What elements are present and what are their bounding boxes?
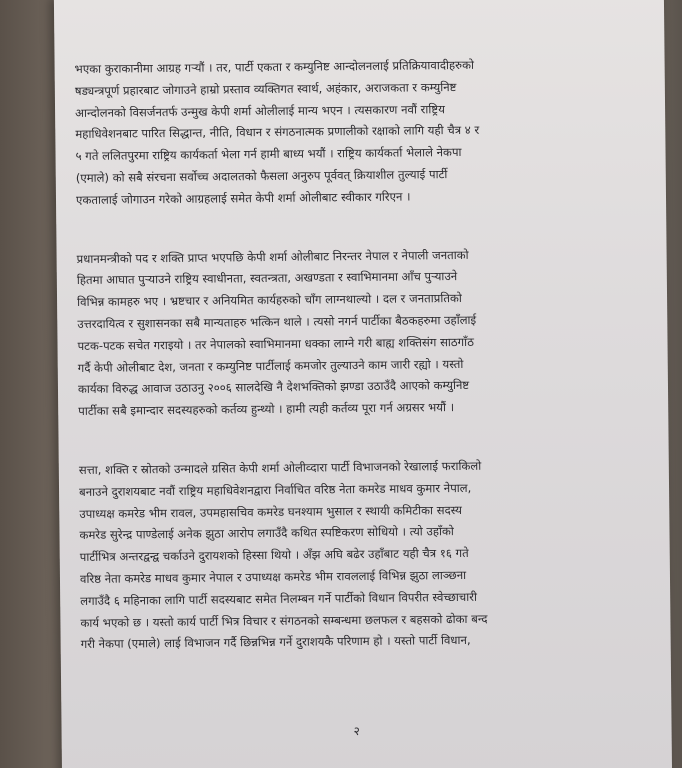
text-line: वरिष्ठ नेता कमरेड माधव कुमार नेपाल र उपाध्यक्ष कमरेड भीम रावललाई विभिन्न झुठा लाञ्छना (79, 567, 467, 586)
text-line: लगाउँदै ६ महिनाका लागि पार्टी सदस्यबाट समेत निलम्बन गर्ने पार्टीको विधान विपरीत स्वेच्छाचारी (80, 589, 478, 608)
paragraph-2 (77, 243, 639, 423)
text-line: ५ गते ललितपुरमा राष्ट्रिय कार्यकर्ता भेला गर्न हामी बाध्य भयौं । राष्ट्रिय कार्यकर्ता भेलाले नेकपा (75, 145, 462, 164)
text-line: गरी नेकपा (एमाले) लाई विभाजन गर्दै छिन्नभिन्न गर्ने दुराशयकै परिणाम हो । यस्तो पार्टी विधान, (80, 633, 471, 652)
text-line: उत्तरदायित्व र सुशासनका सबै मान्यताहरु भत्किन थाले । त्यसो नगर्न पार्टीका बैठकहरुमा उहाँलाई (77, 312, 477, 331)
text-line: पार्टीका सबै इमान्दार सदस्यहरुको कर्तव्य हुन्थ्यो । हामी त्यही कर्तव्य पूरा गर्न अग्रसर भयौं । (78, 400, 455, 419)
text-line: भएका कुराकानीमा आग्रह गर्‍यौं । तर, पार्टी एकता र कम्युनिष्ट आन्दोलनलाई प्रतिक्रियावादीहरुको (74, 57, 475, 77)
text-line: सत्ता, शक्ति र स्रोतको उन्मादले ग्रसित केपी शर्मा ओलीव्दारा पार्टी विभाजनको रेखालाई फराकिलो (78, 458, 482, 477)
document-body (75, 53, 642, 693)
text-line: हितमा आघात पुर्‍याउने राष्ट्रिय स्वाधीनता, स्वतन्त्रता, अखण्डता र स्वाभिमानमा आँच पुर्‍याउने (76, 269, 458, 288)
page-number: २ (353, 724, 360, 739)
text-line: कमरेड सुरेन्द्र पाण्डेलाई अनेक झुठा आरोप लगाउँदै कथित स्पष्टिकरण सोधियो । त्यो उहाँको (79, 524, 454, 543)
text-line: कार्यका विरुद्ध आवाज उठाउनु २००६ सालदेखि नै देशभक्तिको झण्डा उठाउँदै आएको कम्युनिष्ट (77, 378, 470, 397)
text-line: उपाध्यक्ष कमरेड भीम रावल, उपमहासचिव कमरेड घनश्याम भुसाल र स्थायी कमिटीका सदस्य (79, 502, 462, 521)
text-line: बनाउने दुराशयबाट नवौं राष्ट्रिय महाधिवेशनद्वारा निर्वाचित वरिष्ठ नेता कमरेड माधव कुमार नेपाल, (78, 480, 472, 499)
text-line: महाधिवेशनबाट पारित सिद्धान्त, नीति, विधान र संगठनात्मक प्रणालीको रक्षाको लागि यही चैत्र ४ र (75, 123, 480, 142)
text-line: विभिन्न कामहरु भए । भ्रष्टचार र अनियमित कार्यहरुको चाँग लाग्नथाल्यो । दल र जनताप्रतिको (77, 291, 462, 310)
text-line: गर्दै केपी ओलीबाट देश, जनता र कम्युनिष्ट पार्टीलाई कमजोर तुल्याउने काम जारी रह्यो । यस्तो (77, 356, 464, 375)
document-page (54, 0, 672, 768)
paragraph-3 (79, 454, 641, 656)
text-line: कार्य भएको छ । यस्तो कार्य पार्टी भित्र विचार र संगठनको सम्बन्धमा छलफल र बहसको ढोका बन्द (80, 611, 488, 630)
text-line: पटक-पटक सचेत गराइयो । तर नेपालको स्वाभिमानमा धक्का लाग्ने गरी बाह्य शक्तिसंग साठगाँठ (77, 334, 474, 353)
text-line: आन्दोलनको विसर्जनतर्फ उन्मुख केपी शर्मा ओलीलाई मान्य भएन । त्यसकारण नवौं राष्ट्रिय (75, 101, 445, 120)
text-line: एकतालाई जोगाउन गरेको आग्रहलाई समेत केपी शर्मा ओलीबाट स्वीकार गरिएन । (75, 189, 411, 207)
text-line: षड्यन्त्रपूर्ण प्रहारबाट जोगाउने हाम्रो प्रस्ताव व्यक्तिगत स्वार्थ, अहंकार, अराजकता र कम्युनिष्ट (74, 79, 457, 98)
paragraph-1 (75, 53, 637, 211)
text-line: पार्टीभित्र अन्तरद्वन्द्व चर्काउने दुरायशको हिस्सा थियो । अँझ अघि बढेर उहाँबाट यही चैत्र १६ गते (79, 546, 469, 565)
text-line: (एमाले) को सबै संरचना सर्वोच्च अदालतको फैसला अनुरुप पूर्ववत् क्रियाशील तुल्याई पार्टी (75, 167, 448, 185)
text-line: प्रधानमन्त्रीको पद र शक्ति प्राप्त भएपछि केपी शर्मा ओलीबाट निरन्तर नेपाल र नेपाली जनताको (76, 247, 469, 266)
